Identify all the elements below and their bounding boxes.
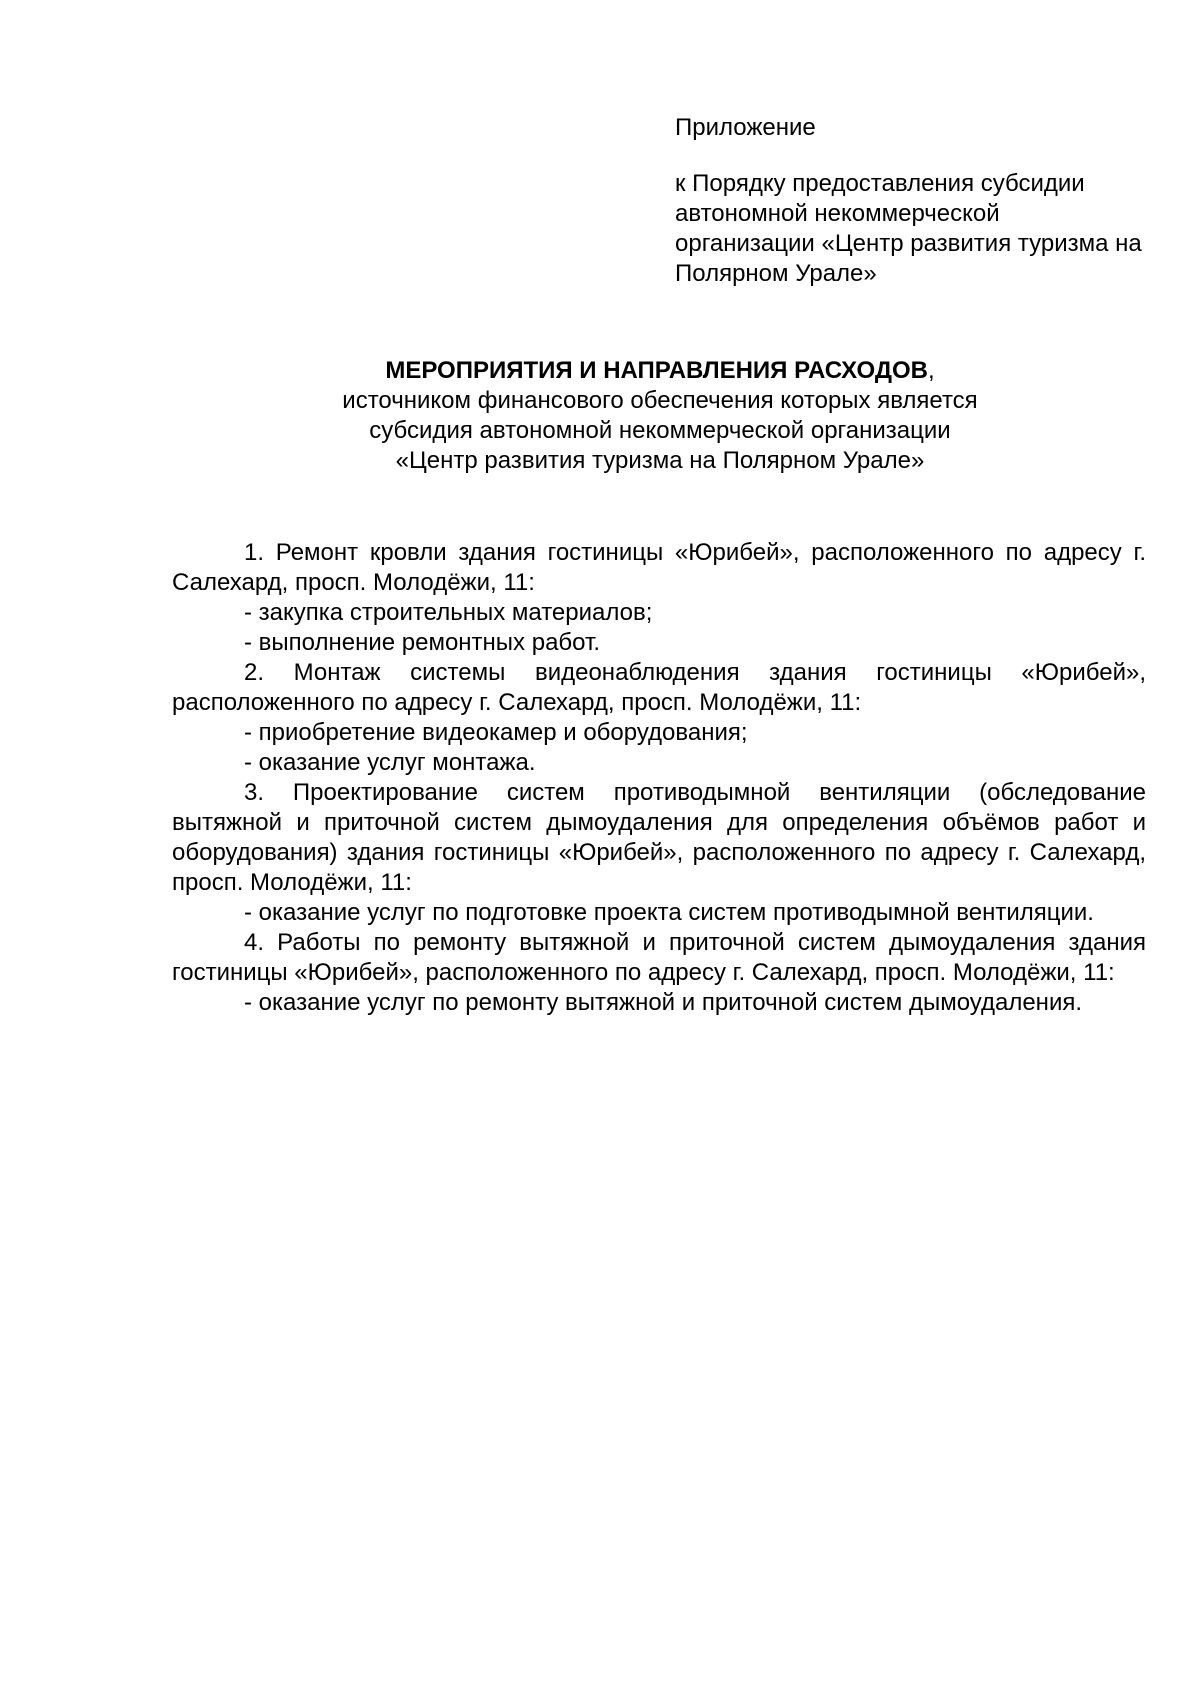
heading-line-2: субсидия автономной некоммерческой организации (369, 417, 951, 444)
item-3-subitem: - оказание услуг по подготовке проекта систем противодымной вентиляции. (244, 899, 1094, 926)
document-heading (160, 356, 1160, 476)
item-1-title: 1. Ремонт кровли здания гостиницы «Юрибей», расположенного по адресу г. Салехард, просп. Молодёжи, 11: (172, 539, 1146, 596)
item-1-subitem: - закупка строительных материалов; (244, 599, 653, 626)
heading-title-line (160, 356, 1160, 386)
item-2-subitem: - оказание услуг монтажа. (244, 749, 536, 776)
item-2-title: 2. Монтаж системы видеонаблюдения здания гостиницы «Юрибей», расположенного по адресу г. Салехард, просп. Молодёжи, 11: (172, 659, 1146, 716)
appendix-block (675, 113, 1145, 289)
item-4-subitem: - оказание услуг по ремонту вытяжной и приточной систем дымоудаления. (244, 989, 1083, 1016)
heading-title: МЕРОПРИЯТИЯ И НАПРАВЛЕНИЯ РАСХОДОВ (385, 357, 928, 384)
heading-line-1: источником финансового обеспечения которых является (342, 387, 978, 414)
heading-title-tail: , (928, 357, 935, 384)
item-2-subitem: - приобретение видеокамер и оборудования; (244, 719, 748, 746)
appendix-reference: к Порядку предоставления субсидии автономной некоммерческой организации «Центр развития туризма на Полярном Урале» (675, 170, 1142, 287)
heading-line-3: «Центр развития туризма на Полярном Урале» (395, 447, 925, 474)
appendix-label: Приложение (675, 114, 816, 141)
item-3-title: 3. Проектирование систем противодымной вентиляции (обследование вытяжной и приточной систем дымоудаления для определения объёмов работ и оборудования) здания гостиницы «Юрибей», расположенного по адресу г. Салехард, просп. Молодёжи, 11: (172, 779, 1146, 896)
item-4-title: 4. Работы по ремонту вытяжной и приточной систем дымоудаления здания гостиницы «Юрибей», расположенного по адресу г. Салехард, просп. Молодёжи, 11: (172, 929, 1146, 986)
document-body (172, 538, 1146, 1018)
item-1-subitem: - выполнение ремонтных работ. (244, 629, 600, 656)
